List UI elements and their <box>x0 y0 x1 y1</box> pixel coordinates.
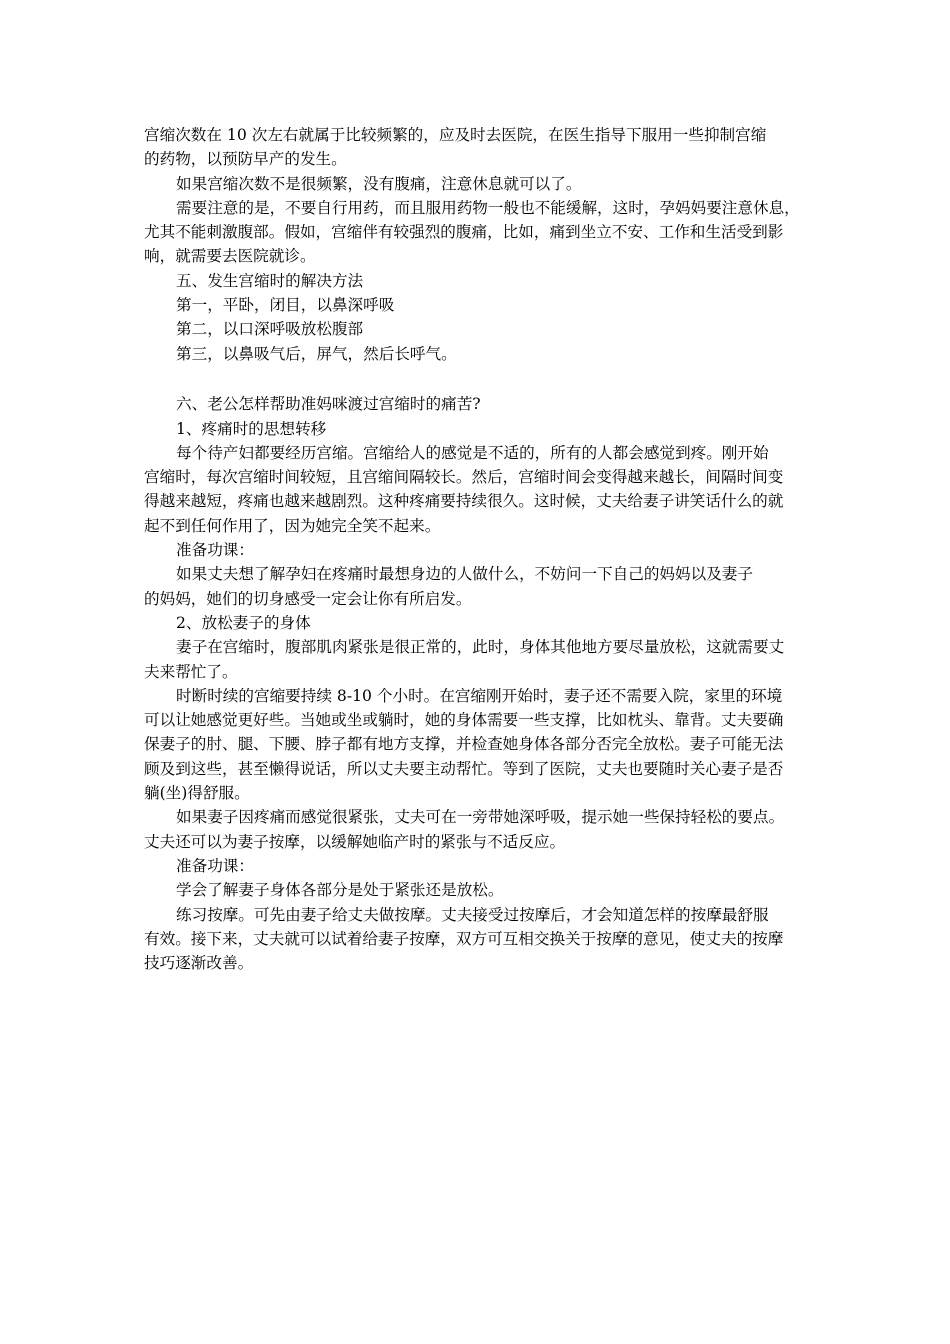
body-text-line: 顾及到这些，甚至懒得说话，所以丈夫要主动帮忙。等到了医院，丈夫也要随时关心妻子是否 <box>144 759 784 778</box>
prep-heading: 准备功课： <box>176 856 254 875</box>
body-text-line: 妻子在宫缩时，腹部肌肉紧张是很正常的，此时，身体其他地方要尽量放松，这就需要丈 <box>176 638 785 657</box>
body-text-line: 如果宫缩次数不是很频繁，没有腹痛，注意休息就可以了。 <box>176 174 582 193</box>
body-text-line: 的药物，以预防早产的发生。 <box>144 150 347 169</box>
list-item: 第二，以口深呼吸放松腹部 <box>176 320 364 339</box>
body-text-line: 尤其不能刺激腹部。假如，宫缩伴有较强烈的腹痛，比如，痛到坐立不安、工作和生活受到影 <box>144 223 784 242</box>
prep-heading: 准备功课： <box>176 541 254 560</box>
body-text-line: 起不到任何作用了，因为她完全笑不起来。 <box>144 516 441 535</box>
list-item: 第三，以鼻吸气后，屏气，然后长呼气。 <box>176 344 457 363</box>
body-text-line: 学会了解妻子身体各部分是处于紧张还是放松。 <box>176 881 504 900</box>
subsection-heading: 2、放松妻子的身体 <box>176 613 311 632</box>
body-text-line: 练习按摩。可先由妻子给丈夫做按摩。丈夫接受过按摩后，才会知道怎样的按摩最舒服 <box>176 905 769 924</box>
list-item: 第一，平卧，闭目，以鼻深呼吸 <box>176 296 395 315</box>
body-text-line: 得越来越短，疼痛也越来越剧烈。这种疼痛要持续很久。这时候，丈夫给妻子讲笑话什么的就 <box>144 492 784 511</box>
body-text-line: 如果妻子因疼痛而感觉很紧张，丈夫可在一旁带她深呼吸，提示她一些保持轻松的要点。 <box>176 808 785 827</box>
section-heading: 六、老公怎样帮助准妈咪渡过宫缩时的痛苦? <box>176 395 481 414</box>
body-text-line: 可以让她感觉更好些。当她或坐或躺时，她的身体需要一些支撑，比如枕头、靠背。丈夫要确 <box>144 711 784 730</box>
body-text-line: 宫缩次数在 10 次左右就属于比较频繁的，应及时去医院，在医生指导下服用一些抑制宫缩 <box>144 126 767 144</box>
body-text-line: 时断时续的宫缩要持续 8-10 个小时。在宫缩刚开始时，妻子还不需要入院，家里的环境 <box>176 686 783 705</box>
body-text-line: 响，就需要去医院就诊。 <box>144 247 316 266</box>
body-text-line: 丈夫还可以为妻子按摩，以缓解她临产时的紧张与不适反应。 <box>144 832 566 851</box>
body-text-line: 夫来帮忙了。 <box>144 662 238 681</box>
document-page <box>144 123 816 975</box>
body-text-line: 每个待产妇都要经历宫缩。宫缩给人的感觉是不适的，所有的人都会感觉到疼。刚开始 <box>176 443 769 462</box>
body-text-line: 需要注意的是，不要自行用药，而且服用药物一般也不能缓解，这时，孕妈妈要注意休息， <box>176 198 800 217</box>
section-heading: 五、发生宫缩时的解决方法 <box>176 271 364 290</box>
blank-line <box>144 366 816 390</box>
subsection-heading: 1、疼痛时的思想转移 <box>176 419 327 438</box>
body-text-line: 的妈妈，她们的切身感受一定会让你有所启发。 <box>144 589 472 608</box>
body-text-line: 宫缩时，每次宫缩时间较短，且宫缩间隔较长。然后，宫缩时间会变得越来越长，间隔时间变 <box>144 468 784 487</box>
body-text-line: 技巧逐渐改善。 <box>144 954 254 973</box>
body-text-line: 有效。接下来，丈夫就可以试着给妻子按摩，双方可互相交换关于按摩的意见，使丈夫的按摩 <box>144 929 784 948</box>
body-text-line: 保妻子的肘、腿、下腰、脖子都有地方支撑，并检查她身体各部分否完全放松。妻子可能无法 <box>144 735 784 754</box>
body-text-line: 如果丈夫想了解孕妇在疼痛时最想身边的人做什么，不妨问一下自己的妈妈以及妻子 <box>176 565 753 584</box>
body-text-line: 躺(坐)得舒服。 <box>144 784 250 803</box>
